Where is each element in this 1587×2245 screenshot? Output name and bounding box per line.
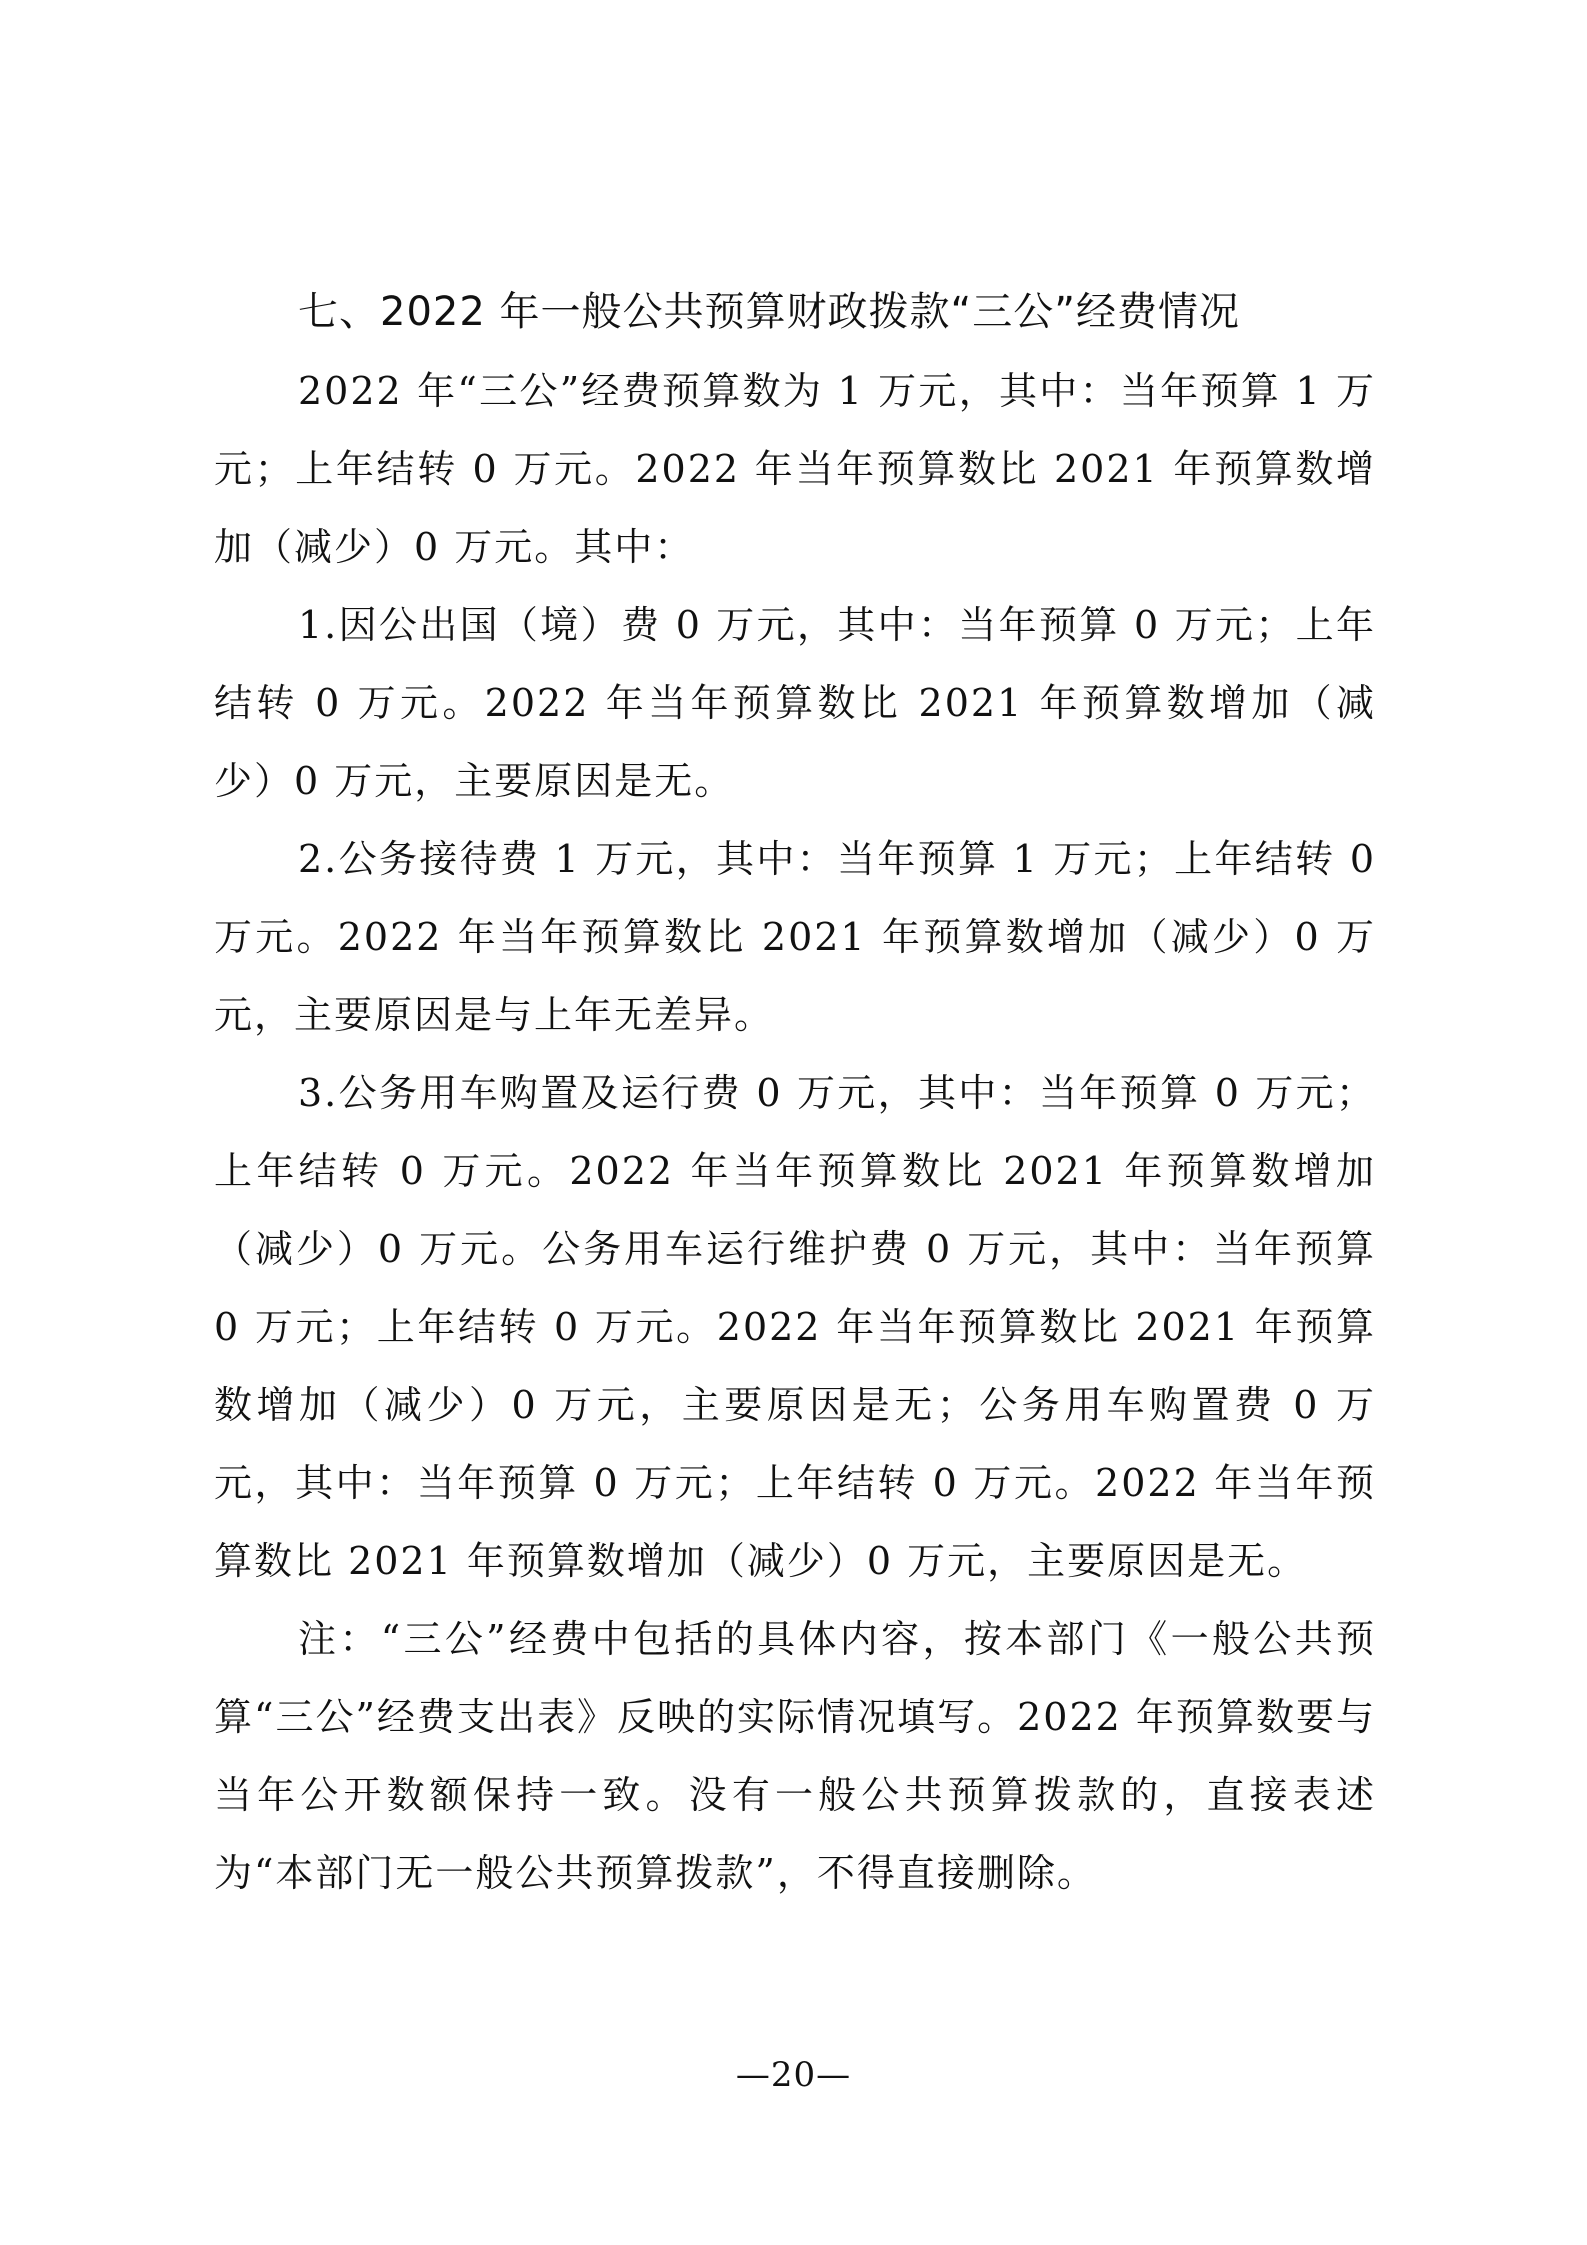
paragraph-overseas-travel: 1.因公出国（境）费 0 万元，其中：当年预算 0 万元；上年结转 0 万元。2022 年当年预算数比 2021 年预算数增加（减少）0 万元，主要原因是无。 — [214, 603, 1376, 803]
page-number: —20— — [735, 2055, 852, 2095]
paragraph-note: 注：“三公”经费中包括的具体内容，按本部门《一般公共预算“三公”经费支出表》反映的实际情况填写。2022 年预算数要与当年公开数额保持一致。没有一般公共预算拨款的，直接表述为“本部门无一般公共预算拨款”，不得直接删除。 — [214, 1617, 1376, 1895]
page-content — [214, 282, 1376, 1912]
paragraph-official-vehicles: 3.公务用车购置及运行费 0 万元，其中：当年预算 0 万元；上年结转 0 万元。2022 年当年预算数比 2021 年预算数增加（减少）0 万元。公务用车运行维护费 0 万元，其中：当年预算 0 万元；上年结转 0 万元。2022 年当年预算数比 2021 年预算数增加（减少）0 万元，主要原因是无；公务用车购置费 0 万元，其中：当年预算 0 万元；上年结转 0 万元。2022 年当年预算数比 2021 年预算数增加（减少）0 万元，主要原因是无。 — [214, 1071, 1376, 1583]
section-heading: 七、2022 年一般公共预算财政拨款“三公”经费情况 — [298, 289, 1240, 335]
paragraph-official-reception: 2.公务接待费 1 万元，其中：当年预算 1 万元；上年结转 0 万元。2022 年当年预算数比 2021 年预算数增加（减少）0 万元，主要原因是与上年无差异。 — [214, 837, 1376, 1037]
paragraph-summary: 2022 年“三公”经费预算数为 1 万元，其中：当年预算 1 万元；上年结转 0 万元。2022 年当年预算数比 2021 年预算数增加（减少）0 万元。其中： — [214, 369, 1376, 569]
